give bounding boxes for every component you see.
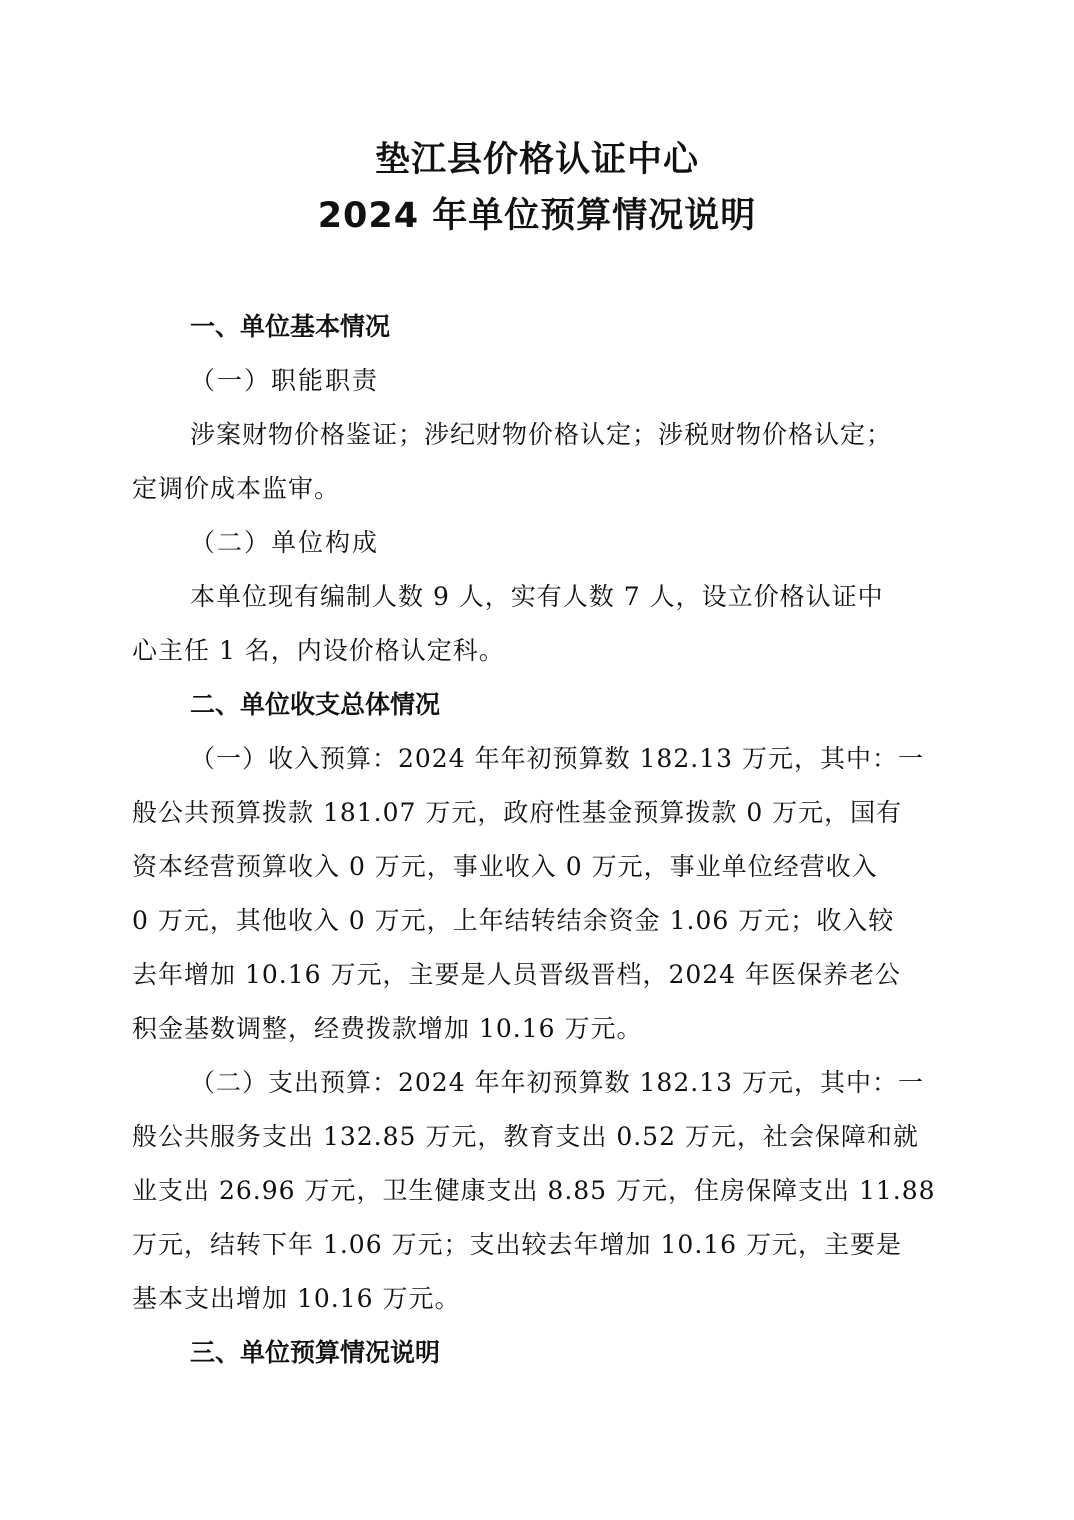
expense-line-3: 业支出 26.96 万元，卫生健康支出 8.85 万元，住房保障支出 11.88 — [132, 1176, 936, 1205]
expense-line-4: 万元，结转下年 1.06 万元；支出较去年增加 10.16 万元，主要是 — [132, 1230, 903, 1259]
section-1-subheading-2: （二）单位构成 — [190, 528, 380, 557]
income-line-6: 积金基数调整，经费拨款增加 10.16 万元。 — [132, 1014, 643, 1043]
income-line-5: 去年增加 10.16 万元，主要是人员晋级晋档，2024 年医保养老公 — [132, 960, 902, 989]
expense-paragraph — [132, 1056, 942, 1326]
income-line-1: （一）收入预算：2024 年年初预算数 182.13 万元，其中：一 — [190, 744, 924, 773]
document-title — [0, 132, 1074, 244]
duties-paragraph — [132, 408, 942, 516]
duties-line-1: 涉案财物价格鉴证；涉纪财物价格认定；涉税财物价格认定； — [190, 420, 893, 449]
duties-line-2: 定调价成本监审。 — [132, 474, 341, 503]
expense-line-1: （二）支出预算：2024 年年初预算数 182.13 万元，其中：一 — [190, 1068, 924, 1097]
section-1-heading: 一、单位基本情况 — [190, 312, 391, 341]
composition-line-2: 心主任 1 名，内设价格认定科。 — [132, 636, 505, 665]
expense-line-2: 般公共服务支出 132.85 万元，教育支出 0.52 万元，社会保障和就 — [132, 1122, 919, 1151]
composition-paragraph — [132, 570, 942, 678]
section-1-subheading-1: （一）职能职责 — [190, 366, 380, 395]
income-paragraph — [132, 732, 942, 1056]
income-line-4: 0 万元，其他收入 0 万元，上年结转结余资金 1.06 万元；收入较 — [132, 906, 895, 935]
title-line-2: 2024 年单位预算情况说明 — [317, 196, 757, 236]
income-line-3: 资本经营预算收入 0 万元，事业收入 0 万元，事业单位经营收入 — [132, 852, 878, 881]
expense-line-5: 基本支出增加 10.16 万元。 — [132, 1284, 461, 1313]
composition-line-1: 本单位现有编制人数 9 人，实有人数 7 人，设立价格认证中 — [190, 582, 884, 611]
title-line-1: 垫江县价格认证中心 — [374, 140, 699, 180]
section-3-heading: 三、单位预算情况说明 — [190, 1338, 441, 1367]
document-body — [132, 300, 942, 1380]
section-2-heading: 二、单位收支总体情况 — [190, 690, 441, 719]
income-line-2: 般公共预算拨款 181.07 万元，政府性基金预算拨款 0 万元，国有 — [132, 798, 903, 827]
